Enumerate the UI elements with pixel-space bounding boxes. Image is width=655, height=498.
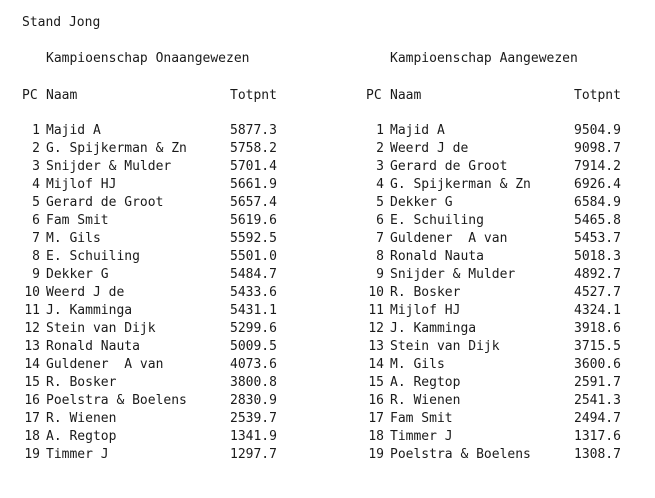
table-row: [366, 374, 655, 392]
page-title: Stand Jong: [22, 15, 101, 30]
table-row: [366, 212, 655, 230]
table-row: [22, 212, 312, 230]
total-points-cell: 1297.7: [230, 447, 277, 462]
table-row: [22, 428, 312, 446]
rank-cell: 12: [368, 321, 384, 336]
table-row: [22, 284, 312, 302]
name-cell: M. Gils: [46, 231, 101, 246]
total-points-cell: 9098.7: [574, 141, 621, 156]
table-row: [366, 356, 655, 374]
name-cell: J. Kamminga: [46, 303, 133, 318]
name-cell: A. Regtop: [390, 375, 461, 390]
total-points-cell: 3600.6: [574, 357, 621, 372]
total-points-cell: 5299.6: [230, 321, 277, 336]
table-row: [22, 194, 312, 212]
standings-table-right: [366, 0, 655, 498]
rows-left: [22, 122, 312, 464]
name-cell: Weerd J de: [46, 285, 125, 300]
table-row: [22, 320, 312, 338]
rank-cell: 11: [368, 303, 384, 318]
name-cell: Weerd J de: [390, 141, 469, 156]
name-cell: R. Wienen: [390, 393, 461, 408]
rank-cell: 4: [376, 177, 384, 192]
table-row: [366, 140, 655, 158]
rank-cell: 6: [32, 213, 40, 228]
total-points-cell: 1341.9: [230, 429, 277, 444]
name-cell: Timmer J: [390, 429, 453, 444]
table-row: [366, 158, 655, 176]
rank-cell: 5: [32, 195, 40, 210]
total-points-cell: 5431.1: [230, 303, 277, 318]
name-cell: Mijlof HJ: [46, 177, 117, 192]
panel-title-left: Kampioenschap Onaangewezen: [46, 51, 250, 66]
name-cell: E. Schuiling: [46, 249, 140, 264]
standings-table-left: [22, 0, 312, 498]
total-points-cell: 6584.9: [574, 195, 621, 210]
column-header-pc: PC: [366, 88, 382, 103]
table-row: [22, 374, 312, 392]
name-cell: R. Bosker: [46, 375, 117, 390]
table-row: [366, 410, 655, 428]
rank-cell: 8: [32, 249, 40, 264]
total-points-cell: 5657.4: [230, 195, 277, 210]
table-row: [22, 230, 312, 248]
name-cell: Snijder & Mulder: [390, 267, 516, 282]
name-cell: E. Schuiling: [390, 213, 484, 228]
total-points-cell: 5501.0: [230, 249, 277, 264]
name-cell: Stein van Dijk: [46, 321, 156, 336]
name-cell: Fam Smit: [390, 411, 453, 426]
name-cell: Timmer J: [46, 447, 109, 462]
rank-cell: 17: [368, 411, 384, 426]
rank-cell: 18: [368, 429, 384, 444]
total-points-cell: 2539.7: [230, 411, 277, 426]
column-header-name: Naam: [390, 88, 422, 103]
name-cell: G. Spijkerman & Zn: [390, 177, 531, 192]
name-cell: M. Gils: [390, 357, 445, 372]
total-points-cell: 5701.4: [230, 159, 277, 174]
total-points-cell: 4073.6: [230, 357, 277, 372]
total-points-cell: 5661.9: [230, 177, 277, 192]
total-points-cell: 5619.6: [230, 213, 277, 228]
total-points-cell: 5592.5: [230, 231, 277, 246]
rank-cell: 3: [376, 159, 384, 174]
rank-cell: 14: [368, 357, 384, 372]
table-row: [366, 230, 655, 248]
total-points-cell: 4892.7: [574, 267, 621, 282]
rank-cell: 1: [32, 123, 40, 138]
table-row: [366, 392, 655, 410]
rank-cell: 13: [24, 339, 40, 354]
name-cell: Gerard de Groot: [390, 159, 508, 174]
rank-cell: 6: [376, 213, 384, 228]
total-points-cell: 5453.7: [574, 231, 621, 246]
total-points-cell: 5877.3: [230, 123, 277, 138]
rows-right: [366, 122, 655, 464]
name-cell: Dekker G: [390, 195, 453, 210]
table-row: [22, 158, 312, 176]
table-row: [366, 302, 655, 320]
total-points-cell: 2591.7: [574, 375, 621, 390]
rank-cell: 16: [24, 393, 40, 408]
total-points-cell: 1308.7: [574, 447, 621, 462]
name-cell: Poelstra & Boelens: [46, 393, 187, 408]
table-row: [22, 176, 312, 194]
name-cell: R. Bosker: [390, 285, 461, 300]
name-cell: Fam Smit: [46, 213, 109, 228]
table-row: [366, 176, 655, 194]
table-row: [22, 302, 312, 320]
rank-cell: 16: [368, 393, 384, 408]
name-cell: R. Wienen: [46, 411, 117, 426]
name-cell: Ronald Nauta: [46, 339, 140, 354]
name-cell: Majid A: [46, 123, 101, 138]
rank-cell: 10: [368, 285, 384, 300]
table-row: [22, 392, 312, 410]
total-points-cell: 4324.1: [574, 303, 621, 318]
total-points-cell: 5484.7: [230, 267, 277, 282]
rank-cell: 11: [24, 303, 40, 318]
table-row: [366, 194, 655, 212]
table-row: [366, 446, 655, 464]
table-row: [22, 122, 312, 140]
table-row: [22, 356, 312, 374]
table-row: [366, 284, 655, 302]
rank-cell: 19: [24, 447, 40, 462]
column-header-total: Totpnt: [230, 88, 277, 103]
total-points-cell: 5758.2: [230, 141, 277, 156]
table-row: [22, 248, 312, 266]
table-row: [22, 140, 312, 158]
column-header-pc: PC: [22, 88, 38, 103]
rank-cell: 7: [32, 231, 40, 246]
total-points-cell: 3800.8: [230, 375, 277, 390]
total-points-cell: 9504.9: [574, 123, 621, 138]
table-row: [366, 320, 655, 338]
rank-cell: 17: [24, 411, 40, 426]
name-cell: Gerard de Groot: [46, 195, 164, 210]
rank-cell: 3: [32, 159, 40, 174]
name-cell: Majid A: [390, 123, 445, 138]
total-points-cell: 2830.9: [230, 393, 277, 408]
name-cell: Stein van Dijk: [390, 339, 500, 354]
total-points-cell: 5009.5: [230, 339, 277, 354]
name-cell: Mijlof HJ: [390, 303, 461, 318]
table-row: [22, 446, 312, 464]
rank-cell: 14: [24, 357, 40, 372]
rank-cell: 1: [376, 123, 384, 138]
name-cell: A. Regtop: [46, 429, 117, 444]
table-row: [366, 248, 655, 266]
rank-cell: 5: [376, 195, 384, 210]
name-cell: G. Spijkerman & Zn: [46, 141, 187, 156]
rank-cell: 2: [32, 141, 40, 156]
table-row: [366, 428, 655, 446]
total-points-cell: 3918.6: [574, 321, 621, 336]
rank-cell: 12: [24, 321, 40, 336]
name-cell: Guldener A van: [46, 357, 164, 372]
total-points-cell: 5465.8: [574, 213, 621, 228]
rank-cell: 7: [376, 231, 384, 246]
name-cell: J. Kamminga: [390, 321, 477, 336]
total-points-cell: 2541.3: [574, 393, 621, 408]
rank-cell: 8: [376, 249, 384, 264]
total-points-cell: 5018.3: [574, 249, 621, 264]
total-points-cell: 4527.7: [574, 285, 621, 300]
rank-cell: 2: [376, 141, 384, 156]
rank-cell: 15: [24, 375, 40, 390]
table-row: [366, 338, 655, 356]
table-row: [366, 266, 655, 284]
name-cell: Snijder & Mulder: [46, 159, 172, 174]
table-row: [366, 122, 655, 140]
name-cell: Ronald Nauta: [390, 249, 484, 264]
column-header-name: Naam: [46, 88, 78, 103]
rank-cell: 10: [24, 285, 40, 300]
rank-cell: 9: [376, 267, 384, 282]
total-points-cell: 5433.6: [230, 285, 277, 300]
rank-cell: 4: [32, 177, 40, 192]
total-points-cell: 7914.2: [574, 159, 621, 174]
table-row: [22, 266, 312, 284]
name-cell: Guldener A van: [390, 231, 508, 246]
name-cell: Dekker G: [46, 267, 109, 282]
rank-cell: 15: [368, 375, 384, 390]
panel-title-right: Kampioenschap Aangewezen: [390, 51, 578, 66]
total-points-cell: 1317.6: [574, 429, 621, 444]
total-points-cell: 3715.5: [574, 339, 621, 354]
table-row: [22, 338, 312, 356]
rank-cell: 18: [24, 429, 40, 444]
total-points-cell: 2494.7: [574, 411, 621, 426]
name-cell: Poelstra & Boelens: [390, 447, 531, 462]
rank-cell: 13: [368, 339, 384, 354]
column-header-total: Totpnt: [574, 88, 621, 103]
total-points-cell: 6926.4: [574, 177, 621, 192]
rank-cell: 9: [32, 267, 40, 282]
table-row: [22, 410, 312, 428]
rank-cell: 19: [368, 447, 384, 462]
